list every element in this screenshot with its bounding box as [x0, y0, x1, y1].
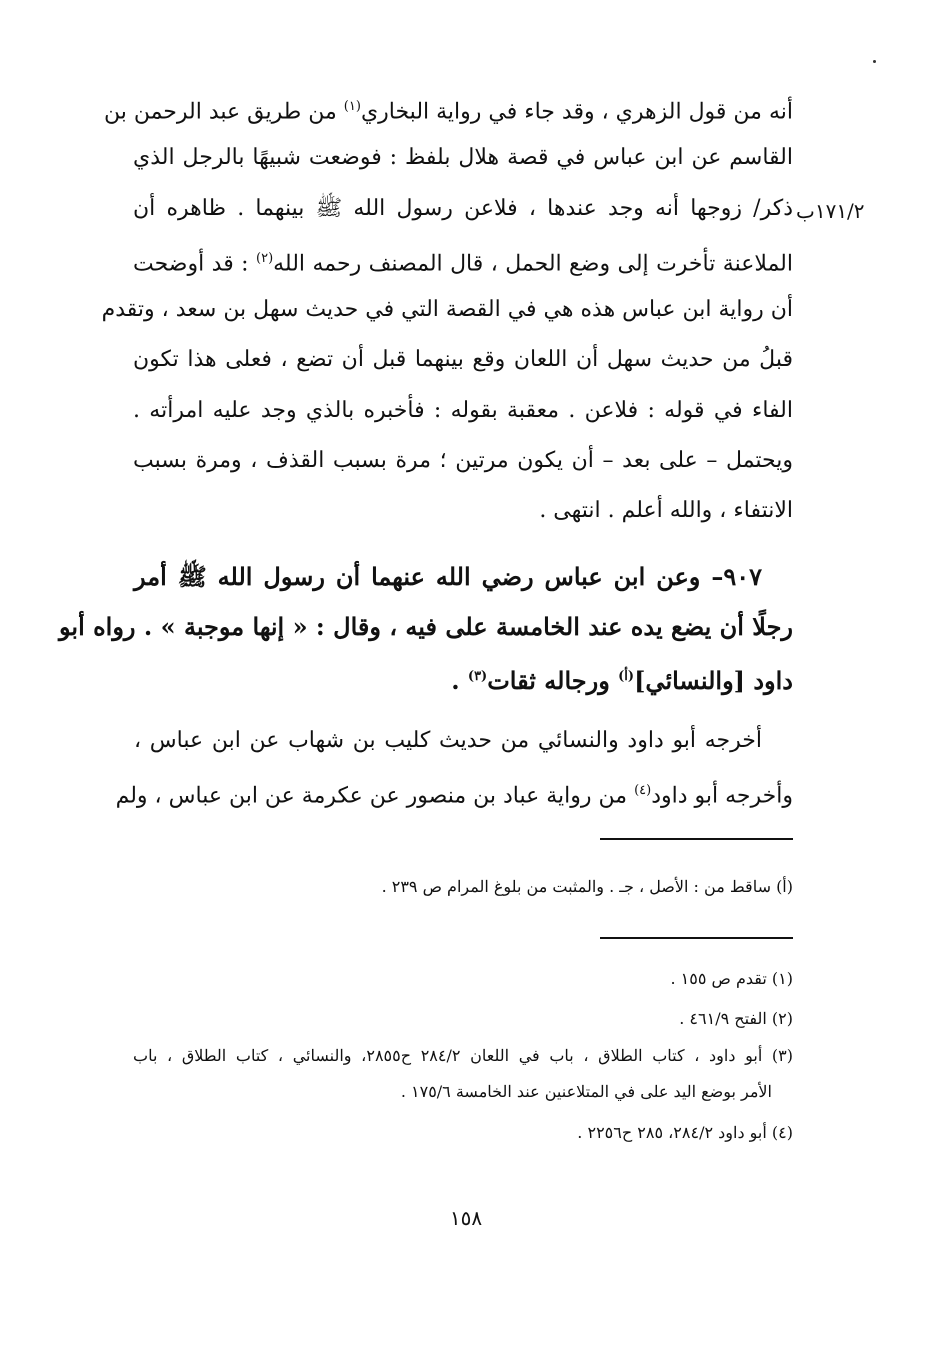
commentary2-line-2-b: من رواية عباد بن منصور عن عكرمة عن ابن عباس ، ولم [115, 783, 628, 809]
footnote-ref-3: (٣) [467, 669, 488, 684]
commentary-line-4-tail: : قد أوضحت [133, 251, 249, 277]
hadith-line-3-end: . [451, 666, 460, 695]
hadith-line-2: رجلًا أن يضع يده عند الخامسة على فيه ، وقال : « إنها موجبة » . رواه أبو [59, 612, 793, 641]
commentary-line-6: قبلُ من حديث سهل أن اللعان وقع بينهما قبل أن تضع ، فعلى هذا تكون [133, 347, 793, 372]
variant-note-divider [600, 838, 793, 840]
commentary-line-5: أن رواية ابن عباس هذه هي في القصة التي في حديث سهل بن سعد ، وتقدم [101, 297, 793, 322]
footnotes-divider [600, 937, 793, 939]
commentary2-line-2-a: وأخرجه أبو داود [651, 783, 793, 809]
variant-ref-a: (أ) [618, 669, 635, 684]
commentary-line-4 [133, 242, 793, 281]
footnote-ref-4: (٤) [634, 783, 652, 798]
manuscript-folio-note: ١٧١/٢ب [796, 199, 865, 223]
hadith-line-3 [135, 660, 793, 698]
commentary2-line-1: أخرجه أبو داود والنسائي من حديث كليب بن شهاب عن ابن عباس ، [134, 728, 762, 753]
commentary-line-3: ذكر/ زوجها أنه وجد عندها ، فلاعن رسول الله ﷺ بينهما . ظاهره أن [133, 196, 793, 221]
commentary-line-1-text: أنه من قول الزهري ، وقد جاء في رواية البخاري [360, 99, 793, 125]
page-number: ١٥٨ [449, 1206, 483, 1230]
hadith-line-3-a: داود [والنسائي] [634, 666, 793, 695]
variant-note: (أ) ساقط من : الأصل ، جـ . والمثبت من بلوغ المرام ص ٢٣٩ . [381, 877, 793, 896]
margin-dot [873, 60, 876, 63]
hadith-line-3-b: ورجاله ثقات [487, 666, 610, 695]
footnote-ref-2: (٢) [256, 251, 274, 266]
commentary-line-1 [103, 90, 793, 129]
footnote-ref-1: (١) [343, 99, 361, 114]
footnote-2: (٢) الفتح ٤٦١/٩ . [679, 1009, 793, 1028]
commentary-line-1-tail: من طريق عبد الرحمن بن [103, 99, 337, 125]
commentary-line-7: الفاء في قوله : فلاعن . معقبة بقوله : فأخبره بالذي وجد عليه امرأته . [133, 398, 793, 423]
commentary-line-4-text: الملاعنة تأخرت إلى وضع الحمل ، قال المصنف رحمه الله [273, 251, 794, 277]
footnote-4: (٤) أبو داود ٢٨٤/٢، ٢٨٥ ح٢٢٥٦ . [577, 1123, 793, 1142]
commentary-line-2: القاسم عن ابن عباس في قصة هلال بلفظ : فوضعت شبيهًا بالرجل الذي [133, 145, 793, 170]
commentary2-line-2 [115, 774, 793, 813]
commentary-line-8: ويحتمل – على بعد – أن يكون مرتين ؛ مرة بسبب القذف ، ومرة بسبب [133, 448, 793, 473]
footnote-1: (١) تقدم ص ١٥٥ . [670, 969, 793, 988]
commentary-line-9: الانتفاء ، والله أعلم . انتهى . [539, 498, 793, 523]
footnote-3-continued: الأمر بوضع اليد على في المتلاعنين عند الخامسة ١٧٥/٦ . [400, 1082, 772, 1101]
footnote-3: (٣) أبو داود ، كتاب الطلاق ، باب في اللعان ٢٨٤/٢ ح٢٨٥٥، والنسائي ، كتاب الطلاق ، باب [133, 1046, 794, 1065]
hadith-line-1: ٩٠٧– وعن ابن عباس رضي الله عنهما أن رسول الله ﷺ أمر [134, 562, 762, 591]
